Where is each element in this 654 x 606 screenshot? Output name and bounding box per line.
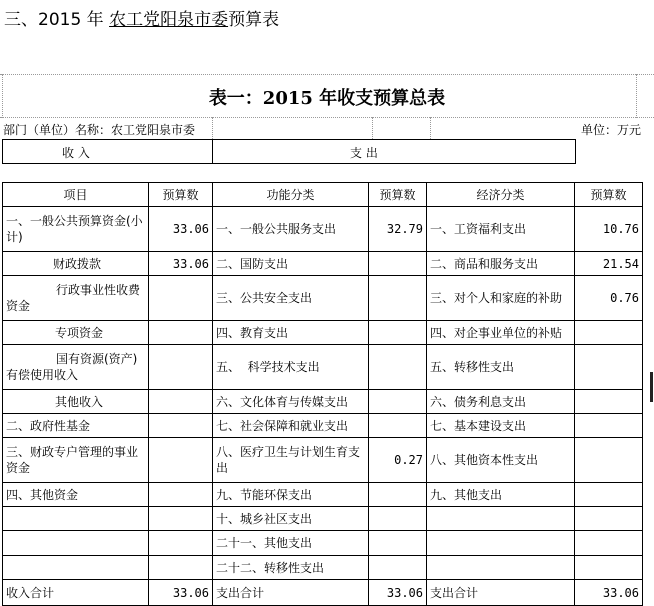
- economic-item: 八、其他资本性支出: [427, 438, 575, 483]
- col-header-economic-amount: 预算数: [575, 183, 643, 207]
- income-item-text: 国有资源(资产)有偿使用收入: [6, 352, 138, 382]
- col-header-economic-class: 经济分类: [427, 183, 575, 207]
- function-total-amount: 33.06: [369, 580, 427, 606]
- dept-label: 部门（单位）名称：: [3, 123, 112, 137]
- heading-suffix: 预算表: [228, 10, 280, 30]
- function-item: 四、教育支出: [213, 321, 369, 345]
- function-item: 二十二、转移性支出: [213, 556, 369, 580]
- economic-total-label: 支出合计: [427, 580, 575, 606]
- economic-amount: [575, 390, 643, 414]
- function-item: 二、国防支出: [213, 252, 369, 276]
- dept-value: 农工党阳泉市委: [111, 123, 196, 137]
- income-item: 专项资金: [3, 321, 149, 345]
- income-total-amount: 33.06: [149, 580, 213, 606]
- table-row: [3, 483, 643, 507]
- function-item: 七、社会保障和就业支出: [213, 414, 369, 438]
- function-amount: [369, 345, 427, 390]
- cell-guide: [430, 117, 431, 139]
- income-amount: 33.06: [149, 252, 213, 276]
- economic-total-amount: 33.06: [575, 580, 643, 606]
- income-amount: [149, 531, 213, 556]
- function-amount: [369, 252, 427, 276]
- income-amount: [149, 438, 213, 483]
- income-amount: 33.06: [149, 207, 213, 252]
- economic-amount: [575, 531, 643, 556]
- page-break-line: [0, 74, 654, 75]
- col-header-income-amount: 预算数: [149, 183, 213, 207]
- sheet-title: 表一：2015 年收支预算总表: [208, 88, 446, 109]
- income-amount: [149, 276, 213, 321]
- table-row: [3, 438, 643, 483]
- economic-amount: 21.54: [575, 252, 643, 276]
- economic-amount: 0.76: [575, 276, 643, 321]
- unit-label: 单位：万元: [581, 123, 642, 137]
- scroll-indicator[interactable]: [650, 372, 653, 402]
- page-heading: [4, 5, 279, 30]
- income-item: 其他收入: [3, 390, 149, 414]
- economic-amount: [575, 483, 643, 507]
- economic-item: 三、对个人和家庭的补助: [427, 276, 575, 321]
- income-item: [3, 276, 149, 321]
- heading-prefix: 三、2015 年: [4, 10, 104, 30]
- income-item: [3, 507, 149, 531]
- income-amount: [149, 321, 213, 345]
- function-amount: [369, 556, 427, 580]
- function-item: 十、城乡社区支出: [213, 507, 369, 531]
- table-row: [3, 507, 643, 531]
- income-item: [3, 556, 149, 580]
- income-section-label: 收 入: [62, 146, 90, 160]
- function-item: 八、医疗卫生与计划生育支出: [213, 438, 369, 483]
- economic-amount: [575, 321, 643, 345]
- economic-item: 七、基本建设支出: [427, 414, 575, 438]
- economic-item: [427, 531, 575, 556]
- income-item: 一、一般公共预算资金(小计): [3, 207, 149, 252]
- table-row: [3, 252, 643, 276]
- income-item: [3, 531, 149, 556]
- income-amount: [149, 414, 213, 438]
- cell-guide: [372, 117, 373, 139]
- economic-item: [427, 556, 575, 580]
- function-amount: 0.27: [369, 438, 427, 483]
- income-amount: [149, 483, 213, 507]
- function-amount: 32.79: [369, 207, 427, 252]
- function-item: 九、节能环保支出: [213, 483, 369, 507]
- economic-item: 九、其他支出: [427, 483, 575, 507]
- table-row: [3, 531, 643, 556]
- economic-item: [427, 507, 575, 531]
- table-row: [3, 556, 643, 580]
- economic-amount: [575, 507, 643, 531]
- function-amount: [369, 321, 427, 345]
- budget-table: [2, 182, 643, 606]
- cell-guide: [0, 117, 654, 118]
- income-amount: [149, 507, 213, 531]
- function-amount: [369, 483, 427, 507]
- function-item: 二十一、其他支出: [213, 531, 369, 556]
- col-header-function-amount: 预算数: [369, 183, 427, 207]
- table-header-row: [3, 183, 643, 207]
- function-item: 五、 科学技术支出: [213, 345, 369, 390]
- income-item-text: 行政事业性收费资金: [6, 283, 141, 313]
- function-item: 六、文化体育与传媒支出: [213, 390, 369, 414]
- income-section-box: [2, 139, 213, 164]
- function-amount: [369, 390, 427, 414]
- table-row: [3, 276, 643, 321]
- economic-item: 一、工资福利支出: [427, 207, 575, 252]
- economic-item: 五、转移性支出: [427, 345, 575, 390]
- function-amount: [369, 276, 427, 321]
- table-row: [3, 207, 643, 252]
- cell-guide: [212, 117, 213, 139]
- economic-item: 六、债务利息支出: [427, 390, 575, 414]
- economic-amount: [575, 345, 643, 390]
- income-item: [3, 345, 149, 390]
- table-row: [3, 321, 643, 345]
- economic-amount: 10.76: [575, 207, 643, 252]
- income-item: 四、其他资金: [3, 483, 149, 507]
- table-row: [3, 345, 643, 390]
- table-row: [3, 414, 643, 438]
- income-item: 二、政府性基金: [3, 414, 149, 438]
- expense-section-box: [212, 139, 576, 164]
- economic-amount: [575, 556, 643, 580]
- economic-amount: [575, 414, 643, 438]
- income-amount: [149, 345, 213, 390]
- income-amount: [149, 390, 213, 414]
- function-amount: [369, 531, 427, 556]
- expense-section-label: 支 出: [350, 146, 378, 160]
- function-amount: [369, 414, 427, 438]
- function-amount: [369, 507, 427, 531]
- economic-item: 二、商品和服务支出: [427, 252, 575, 276]
- economic-item: 四、对企事业单位的补贴: [427, 321, 575, 345]
- income-amount: [149, 556, 213, 580]
- col-header-item: 项目: [3, 183, 149, 207]
- income-item: 三、财政专户管理的事业资金: [3, 438, 149, 483]
- table-row: [3, 390, 643, 414]
- function-item: 一、一般公共服务支出: [213, 207, 369, 252]
- income-item: 财政拨款: [3, 252, 149, 276]
- col-header-function-class: 功能分类: [213, 183, 369, 207]
- function-item: 三、公共安全支出: [213, 276, 369, 321]
- function-total-label: 支出合计: [213, 580, 369, 606]
- heading-dept-name: 农工党阳泉市委: [109, 10, 229, 30]
- economic-amount: [575, 438, 643, 483]
- totals-row: [3, 580, 643, 606]
- income-total-label: 收入合计: [3, 580, 149, 606]
